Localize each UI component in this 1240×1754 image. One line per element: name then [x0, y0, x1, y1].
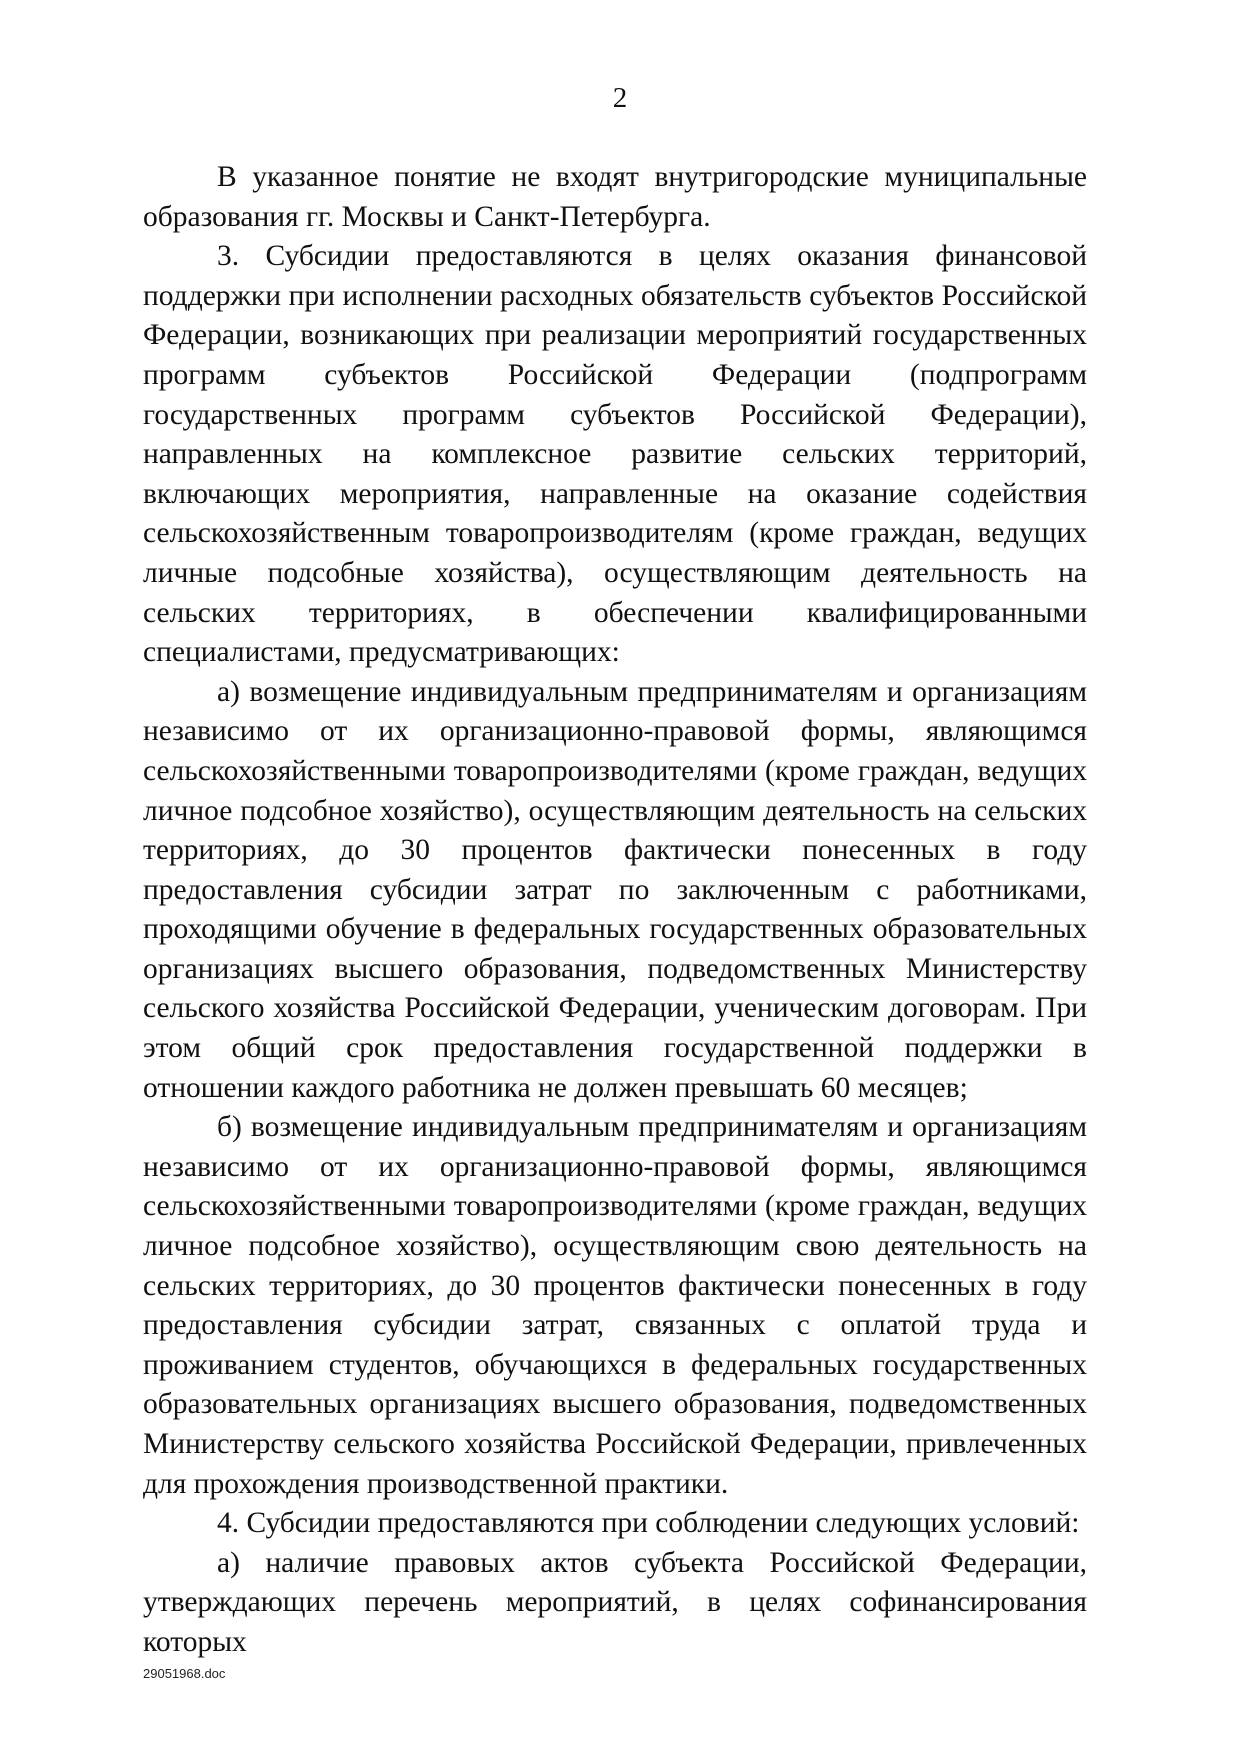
page-number: 2	[612, 82, 628, 114]
footer-filename: 29051968.doc	[143, 1666, 226, 1681]
paragraph-clause-3a: а) возмещение индивидуальным предпринимателям и организациям независимо от их организационно-правовой формы, являющимся сельскохозяйственными товаропроизводителями (кроме граждан, ведущих личное подсобное хозяйство), осуществляющим деятельность на сельских территориях, до 30 процентов фактически понесенных в году предоставления субсидии затрат по заключенным с работниками, проходящими обучение в федеральных государственных образовательных организациях высшего образования, подведомственных Министерству сельского хозяйства Российской Федерации, ученическим договорам. При этом общий срок предоставления государственной поддержки в отношении каждого работника не должен превышать 60 месяцев;	[143, 675, 1087, 1104]
paragraph-clause-4a: а) наличие правовых актов субъекта Российской Федерации, утверждающих перечень мероприятий, в целях софинансирования которых	[143, 1546, 1087, 1658]
paragraph-clause-3: 3. Субсидии предоставляются в целях оказания финансовой поддержки при исполнении расходных обязательств субъектов Российской Федерации, возникающих при реализации мероприятий государственных программ субъектов Российской Федерации (подпрограмм государственных программ субъектов Российской Федерации), направленных на комплексное развитие сельских территорий, включающих мероприятия, направленные на оказание содействия сельскохозяйственным товаропроизводителям (кроме граждан, ведущих личные подсобные хозяйства), осуществляющим деятельность на сельских территориях, в обеспечении квалифицированными специалистами, предусматривающих:	[143, 240, 1087, 669]
paragraph-clause-4: 4. Субсидии предоставляются при соблюдении следующих условий:	[217, 1507, 1080, 1540]
paragraph-clause-3b: б) возмещение индивидуальным предпринимателям и организациям независимо от их организационно-правовой формы, являющимся сельскохозяйственными товаропроизводителями (кроме граждан, ведущих личное подсобное хозяйство), осуществляющим свою деятельность на сельских территориях, до 30 процентов фактически понесенных в году предоставления субсидии затрат, связанных с оплатой труда и проживанием студентов, обучающихся в федеральных государственных образовательных организациях высшего образования, подведомственных Министерству сельского хозяйства Российской Федерации, привлеченных для прохождения производственной практики.	[143, 1111, 1087, 1500]
document-body	[143, 158, 1087, 1663]
paragraph-municipal-exclusion: В указанное понятие не входят внутригородские муниципальные образования гг. Москвы и Санкт-Петербурга.	[143, 161, 1087, 233]
